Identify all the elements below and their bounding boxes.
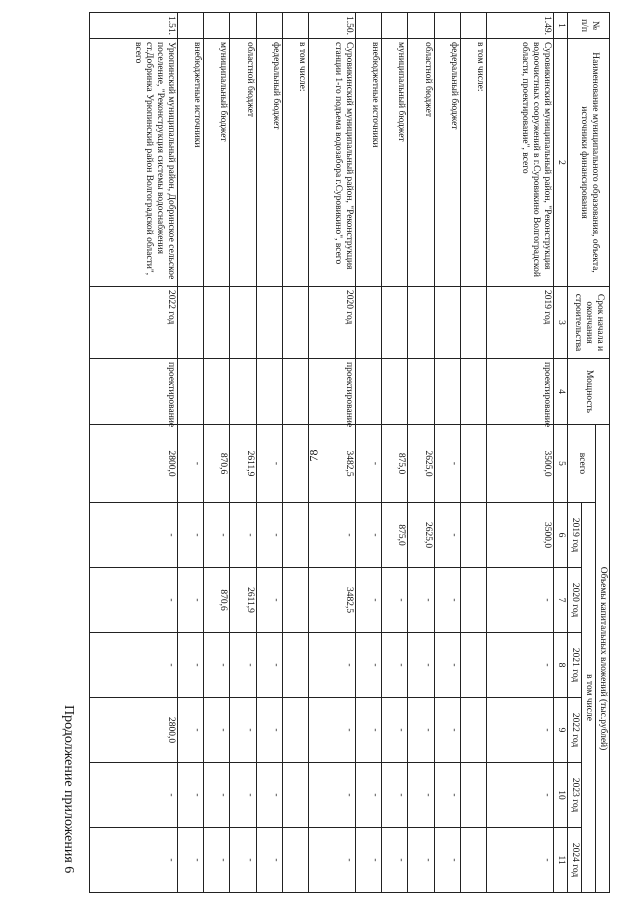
row-value: -: [434, 503, 460, 568]
row-value: [460, 503, 486, 568]
row-value: -: [177, 425, 203, 503]
header-column-number: 11: [554, 828, 568, 893]
row-value: -: [256, 568, 282, 633]
row-number: [382, 13, 408, 39]
row-value: -: [355, 425, 381, 503]
row-value: -: [256, 503, 282, 568]
row-value: 2611,9: [230, 568, 256, 633]
table-row: [382, 13, 408, 893]
row-value: -: [230, 763, 256, 828]
row-value: -: [382, 568, 408, 633]
row-number: [230, 13, 256, 39]
row-value: -: [355, 633, 381, 698]
row-term: [408, 287, 434, 359]
row-term: 2022 год: [90, 287, 178, 359]
row-value: -: [355, 828, 381, 893]
row-value: -: [434, 763, 460, 828]
row-value: -: [382, 633, 408, 698]
row-capacity: [460, 359, 486, 425]
row-value: -: [408, 633, 434, 698]
table-row: [204, 13, 230, 893]
row-value: 3500,0: [486, 503, 553, 568]
row-value: -: [204, 633, 230, 698]
row-capacity: [177, 359, 203, 425]
row-value: [460, 425, 486, 503]
row-capacity: проектирование: [309, 359, 356, 425]
row-name: внебюджетные источники: [177, 39, 203, 287]
row-value: -: [309, 828, 356, 893]
row-value: -: [177, 568, 203, 633]
row-value: -: [204, 763, 230, 828]
row-value: -: [309, 763, 356, 828]
row-value: -: [434, 698, 460, 763]
row-name: федеральный бюджет: [434, 39, 460, 287]
row-value: -: [230, 633, 256, 698]
table-row: [282, 13, 308, 893]
row-value: -: [230, 828, 256, 893]
header-column-number: 6: [554, 503, 568, 568]
row-value: 2625,0: [408, 425, 434, 503]
table-row: [177, 13, 203, 893]
row-capacity: [204, 359, 230, 425]
row-number: 1.49.: [486, 13, 553, 39]
row-value: -: [486, 828, 553, 893]
row-value: -: [90, 633, 178, 698]
row-term: [282, 287, 308, 359]
header-including: в том числе: [582, 503, 596, 893]
row-value: -: [309, 633, 356, 698]
row-value: -: [355, 698, 381, 763]
row-value: -: [230, 503, 256, 568]
row-number: [282, 13, 308, 39]
row-value: -: [230, 698, 256, 763]
header-column-number: 10: [554, 763, 568, 828]
header-column-number: 7: [554, 568, 568, 633]
row-value: [460, 633, 486, 698]
row-value: -: [256, 698, 282, 763]
row-number: 1.51.: [90, 13, 178, 39]
table-row: [230, 13, 256, 893]
row-number: [355, 13, 381, 39]
row-value: -: [256, 763, 282, 828]
row-value: 2611,9: [230, 425, 256, 503]
row-value: -: [177, 698, 203, 763]
row-value: -: [309, 503, 356, 568]
row-value: [282, 568, 308, 633]
header-year: 2019 год: [568, 503, 582, 568]
row-value: [282, 763, 308, 828]
row-value: -: [90, 828, 178, 893]
row-value: -: [382, 828, 408, 893]
row-capacity: [355, 359, 381, 425]
header-column-number: 2: [554, 39, 568, 287]
row-term: [434, 287, 460, 359]
row-value: -: [486, 698, 553, 763]
row-value: 875,0: [382, 425, 408, 503]
row-value: -: [355, 568, 381, 633]
row-term: [355, 287, 381, 359]
row-value: -: [309, 698, 356, 763]
row-value: -: [177, 503, 203, 568]
row-term: 2019 год: [486, 287, 553, 359]
row-value: 2800,0: [90, 425, 178, 503]
table-row: [434, 13, 460, 893]
row-value: -: [434, 633, 460, 698]
header-year: 2024 год: [568, 828, 582, 893]
header-volumes: Объемы капитальных вложений (тыс.рублей): [596, 425, 610, 893]
row-value: -: [486, 568, 553, 633]
header-year: 2020 год: [568, 568, 582, 633]
row-name: муниципальный бюджет: [204, 39, 230, 287]
row-term: [204, 287, 230, 359]
row-value: -: [204, 503, 230, 568]
row-name: областной бюджет: [408, 39, 434, 287]
table-row: [309, 13, 356, 893]
row-term: [256, 287, 282, 359]
row-capacity: [282, 359, 308, 425]
row-value: 3482,5: [309, 568, 356, 633]
row-value: [282, 828, 308, 893]
row-name: в том числе:: [460, 39, 486, 287]
row-name: Суровикинский муниципальный район, "Реконструкция станции 1-го подъема водозабора г.Суровикино", всего: [309, 39, 356, 287]
row-value: -: [177, 633, 203, 698]
row-value: -: [408, 568, 434, 633]
row-capacity: проектирование: [90, 359, 178, 425]
row-number: 1.50.: [309, 13, 356, 39]
row-value: [282, 425, 308, 503]
row-value: -: [408, 828, 434, 893]
header-column-number: 1: [554, 13, 568, 39]
table-body: [90, 13, 554, 893]
header-name: Наименование муниципального образования, объекта, источники финансирования: [568, 39, 610, 287]
row-value: [460, 568, 486, 633]
appendix-title: Продолжение приложения 6: [61, 705, 76, 874]
row-value: -: [256, 828, 282, 893]
row-capacity: [434, 359, 460, 425]
row-value: -: [355, 503, 381, 568]
row-value: -: [90, 568, 178, 633]
row-value: 3482,5: [309, 425, 356, 503]
row-capacity: [256, 359, 282, 425]
row-capacity: [230, 359, 256, 425]
row-value: -: [355, 763, 381, 828]
row-capacity: [408, 359, 434, 425]
row-value: -: [177, 828, 203, 893]
table-row: [256, 13, 282, 893]
table-row: [486, 13, 553, 893]
row-value: -: [90, 503, 178, 568]
row-value: -: [382, 763, 408, 828]
header-number: № п/п: [568, 13, 610, 39]
row-value: 3500,0: [486, 425, 553, 503]
row-value: [460, 763, 486, 828]
header-column-number: 8: [554, 633, 568, 698]
row-value: -: [90, 763, 178, 828]
row-value: 870,6: [204, 568, 230, 633]
capital-investment-table: [89, 12, 610, 893]
row-number: [204, 13, 230, 39]
header-column-number: 5: [554, 425, 568, 503]
row-name: в том числе:: [282, 39, 308, 287]
row-value: [282, 633, 308, 698]
table-row: [460, 13, 486, 893]
row-value: -: [204, 698, 230, 763]
header-column-number: 3: [554, 287, 568, 359]
header-column-numbers-row: [554, 13, 568, 893]
row-number: [434, 13, 460, 39]
header-term: Срок начала и окончания строительства: [568, 287, 610, 359]
header-column-number: 9: [554, 698, 568, 763]
row-value: [460, 828, 486, 893]
row-value: -: [256, 425, 282, 503]
header-capacity: Мощность: [568, 359, 610, 425]
row-value: -: [434, 828, 460, 893]
row-term: [230, 287, 256, 359]
header-year: 2022 год: [568, 698, 582, 763]
row-number: [408, 13, 434, 39]
row-name: Суровикинский муниципальный район, "Реконструкция водоочистных сооружений в г.Суровикино Волгоградской области, проектирование", всего: [486, 39, 553, 287]
row-name: областной бюджет: [230, 39, 256, 287]
row-term: [460, 287, 486, 359]
row-name: федеральный бюджет: [256, 39, 282, 287]
header-year: 2021 год: [568, 633, 582, 698]
row-value: -: [204, 828, 230, 893]
row-value: [460, 698, 486, 763]
row-term: [177, 287, 203, 359]
row-value: [282, 503, 308, 568]
row-name: внебюджетные источники: [355, 39, 381, 287]
row-capacity: проектирование: [486, 359, 553, 425]
header-year: 2023 год: [568, 763, 582, 828]
row-value: -: [434, 568, 460, 633]
row-value: -: [408, 698, 434, 763]
row-value: 875,0: [382, 503, 408, 568]
row-value: -: [382, 698, 408, 763]
row-value: [282, 698, 308, 763]
row-number: [256, 13, 282, 39]
row-value: -: [486, 763, 553, 828]
row-capacity: [382, 359, 408, 425]
row-value: 2800,0: [90, 698, 178, 763]
row-value: -: [177, 763, 203, 828]
row-value: -: [408, 763, 434, 828]
row-value: 870,6: [204, 425, 230, 503]
table-row: [355, 13, 381, 893]
page-number: 78: [306, 449, 321, 462]
row-value: 2625,0: [408, 503, 434, 568]
table-row: [408, 13, 434, 893]
row-number: [460, 13, 486, 39]
row-name: Урюпинский муниципальный район, Добринское сельское поселение, "Реконструкция системы водоснабжения ст.Добринка Урюпинский район Волгоградской области", всего: [90, 39, 178, 287]
table-row: [90, 13, 178, 893]
row-term: 2020 год: [309, 287, 356, 359]
row-value: -: [256, 633, 282, 698]
row-value: -: [434, 425, 460, 503]
header-column-number: 4: [554, 359, 568, 425]
row-value: -: [486, 633, 553, 698]
header-total: всего: [568, 425, 596, 503]
row-term: [382, 287, 408, 359]
row-number: [177, 13, 203, 39]
row-name: муниципальный бюджет: [382, 39, 408, 287]
